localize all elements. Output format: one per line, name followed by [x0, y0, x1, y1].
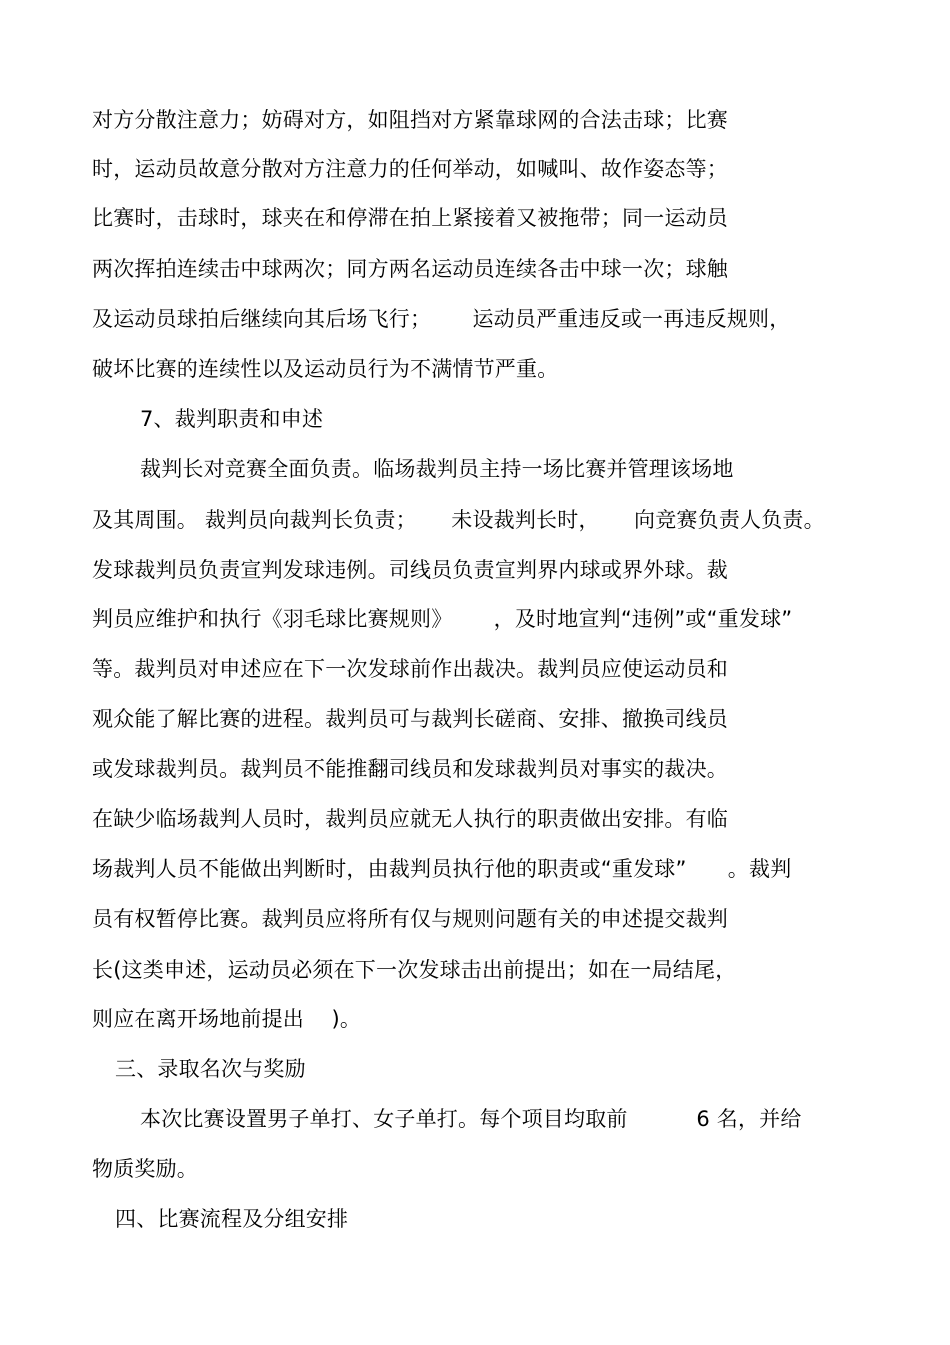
paragraph-line: 破坏比赛的连续性以及运动员行为不满情节严重。 [92, 357, 559, 381]
paragraph-line: 在缺少临场裁判人员时，裁判员应就无人执行的职责做出安排。有临 [92, 807, 728, 831]
section-heading: 三、录取名次与奖励 [115, 1057, 306, 1081]
paragraph-line: 及其周围。 裁判员向裁判长负责； 未设裁判长时， 向竞赛负责人负责。 [92, 508, 825, 532]
paragraph-line: 发球裁判员负责宣判发球违例。司线员负责宣判界内球或界外球。裁 [92, 558, 728, 582]
paragraph-line: 观众能了解比赛的进程。裁判员可与裁判长磋商、安排、撤换司线员 [92, 707, 728, 731]
paragraph-line: 或发球裁判员。裁判员不能推翻司线员和发球裁判员对事实的裁决。 [92, 757, 728, 781]
paragraph-line: 比赛时，击球时，球夹在和停滞在拍上紧接着又被拖带；同一运动员 [92, 206, 728, 230]
paragraph-line: 及运动员球拍后继续向其后场飞行； 运动员严重违反或一再违反规则， [92, 307, 791, 331]
paragraph-line: 等。裁判员对申述应在下一次发球前作出裁决。裁判员应使运动员和 [92, 657, 728, 681]
paragraph-line: 本次比赛设置男子单打、女子单打。每个项目均取前 6 名，并给 [140, 1107, 802, 1131]
paragraph-line: 物质奖励。 [92, 1157, 198, 1181]
paragraph-line: 员有权暂停比赛。裁判员应将所有仅与规则问题有关的申述提交裁判 [92, 907, 728, 931]
paragraph-line: 裁判长对竞赛全面负责。临场裁判员主持一场比赛并管理该场地 [140, 457, 734, 481]
paragraph-line: 两次挥拍连续击中球两次；同方两名运动员连续各击中球一次；球触 [92, 257, 728, 281]
section-heading: 7、裁判职责和申述 [140, 407, 324, 431]
section-heading: 四、比赛流程及分组安排 [115, 1207, 349, 1231]
paragraph-line: 判员应维护和执行《羽毛球比赛规则》 ，及时地宣判“违例”或“重发球” [92, 607, 793, 631]
paragraph-line: 长(这类申述，运动员必须在下一次发球击出前提出；如在一局结尾， [92, 958, 737, 982]
paragraph-line: 对方分散注意力；妨碍对方，如阻挡对方紧靠球网的合法击球；比赛 [92, 108, 728, 132]
paragraph-line: 场裁判人员不能做出判断时，由裁判员执行他的职责或“重发球” 。裁判 [92, 857, 792, 881]
paragraph-line: 则应在离开场地前提出 )。 [92, 1007, 362, 1031]
paragraph-line: 时，运动员故意分散对方注意力的任何举动，如喊叫、故作姿态等； [92, 157, 728, 181]
